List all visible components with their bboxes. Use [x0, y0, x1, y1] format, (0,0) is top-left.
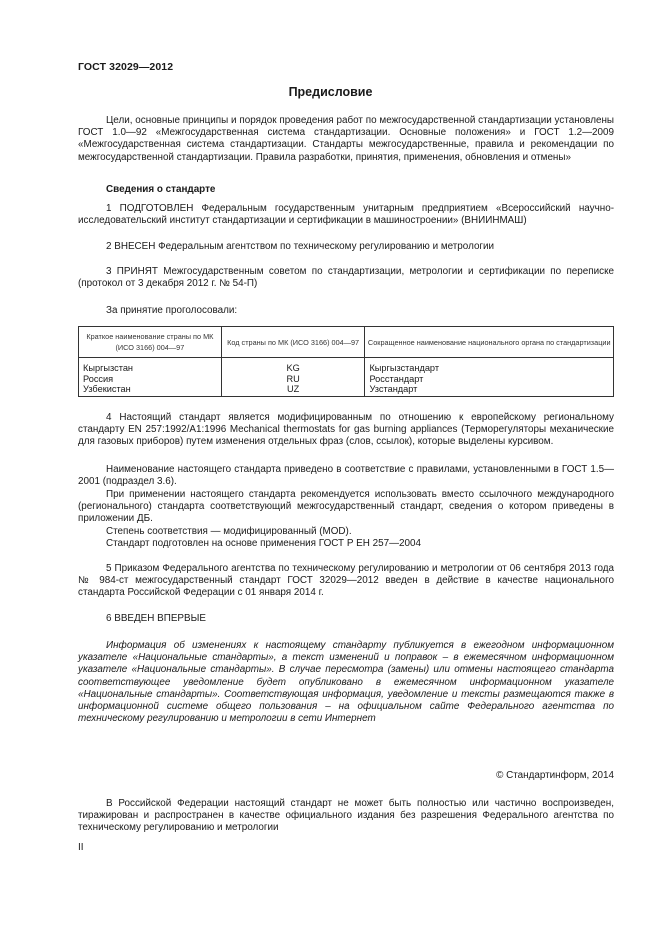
document-header: ГОСТ 32029—2012	[78, 61, 174, 73]
table-row	[79, 358, 614, 374]
header-country-code: Код страны по МК (ИСО 3166) 004—97	[221, 327, 365, 358]
country-cell: Узбекистан	[79, 384, 222, 396]
body-cell: Кыргызстандарт	[365, 358, 614, 374]
item-4-refs-paragraph: При применении настоящего стандарта рекомендуется использовать вместо ссылочного международного (регионального) стандарта соответствующий межгосударственный стандарт, сведения о котором приведены в приложении ДБ.	[78, 489, 614, 525]
body-cell: Росстандарт	[365, 374, 614, 385]
code-cell: KG	[221, 358, 365, 374]
vote-label: За принятие проголосовали:	[106, 305, 238, 316]
body-cell: Узстандарт	[365, 384, 614, 396]
item-4-degree-paragraph: Степень соответствия — модифицированный (MOD).	[106, 526, 352, 537]
country-cell: Россия	[79, 374, 222, 385]
header-country-name: Краткое наименование страны по МК (ИСО 3166) 004—97	[79, 327, 222, 358]
page-title: Предисловие	[288, 85, 373, 99]
item-4-paragraph: 4 Настоящий стандарт является модифицированным по отношению к европейскому региональному стандарту EN 257:1992/A1:1996 Mechanical thermostats for gas burning appliances (Терморегуляторы механические для газовых приборов) путем изменения отдельных фраз (слов, ссылок), которые выделены курсивом.	[78, 412, 614, 448]
page-number: II	[78, 842, 84, 853]
item-4-based-paragraph: Стандарт подготовлен на основе применения ГОСТ Р ЕН 257—2004	[106, 538, 421, 549]
header-standards-body: Сокращенное наименование национального органа по стандартизации	[365, 327, 614, 358]
item-2-paragraph: 2 ВНЕСЕН Федеральным агентством по техническому регулированию и метрологии	[106, 241, 495, 252]
item-5-paragraph: 5 Приказом Федерального агентства по техническому регулированию и метрологии от 06 сентября 2013 года № 984-ст межгосударственный стандарт ГОСТ 32029—2012 введен в действие в качестве национального стандарта Российской Федерации с 01 января 2014 г.	[78, 563, 614, 599]
code-cell: UZ	[221, 384, 365, 396]
item-1-paragraph: 1 ПОДГОТОВЛЕН Федеральным государственным унитарным предприятием «Всероссийский научно-исследовательский институт стандартизации и сертификации в машиностроении» (ВНИИНМАШ)	[78, 203, 614, 227]
code-cell: RU	[221, 374, 365, 385]
section-heading: Сведения о стандарте	[106, 184, 216, 195]
voting-table	[78, 326, 614, 397]
table-header-row	[79, 327, 614, 358]
table-row	[79, 374, 614, 385]
item-4-name-paragraph: Наименование настоящего стандарта приведено в соответствие с правилами, установленными в ГОСТ 1.5—2001 (подраздел 3.6).	[78, 464, 614, 488]
item-6-paragraph: 6 ВВЕДЕН ВПЕРВЫЕ	[106, 613, 206, 624]
intro-paragraph: Цели, основные принципы и порядок проведения работ по межгосударственной стандартизации установлены ГОСТ 1.0—92 «Межгосударственная система стандартизации. Основные положения» и ГОСТ 1.2—2009 «Межгосударственная система стандартизации. Стандарты межгосударственные, правила и рекомендации по межгосударственной стандартизации. Правила разработки, принятия, применения, обновления и отмены»	[78, 115, 614, 163]
country-cell: Кыргызстан	[79, 358, 222, 374]
info-paragraph: Информация об изменениях к настоящему стандарту публикуется в ежегодном информационном указателе «Национальные стандарты», а текст изменений и поправок – в ежемесячном информационном указателе «Национальные стандарты». В случае пересмотра (замены) или отмены настоящего стандарта соответствующее уведомление будет опубликовано в ежемесячном информационном указателе «Национальные стандарты». Соответствующая информация, уведомление и тексты размещаются также в информационной системе общего пользования – на официальном сайте Федерального агентства по техническому регулированию и метрологии в сети Интернет	[78, 640, 614, 725]
legal-paragraph: В Российской Федерации настоящий стандарт не может быть полностью или частично воспроизведен, тиражирован и распространен в качестве официального издания без разрешения Федерального агентства по техническому регулированию и метрологии	[78, 798, 614, 834]
item-3-paragraph: 3 ПРИНЯТ Межгосударственным советом по стандартизации, метрологии и сертификации по переписке (протокол от 3 декабря 2012 г. № 54-П)	[78, 266, 614, 290]
copyright-line: © Стандартинформ, 2014	[496, 770, 614, 781]
table-row	[79, 384, 614, 396]
